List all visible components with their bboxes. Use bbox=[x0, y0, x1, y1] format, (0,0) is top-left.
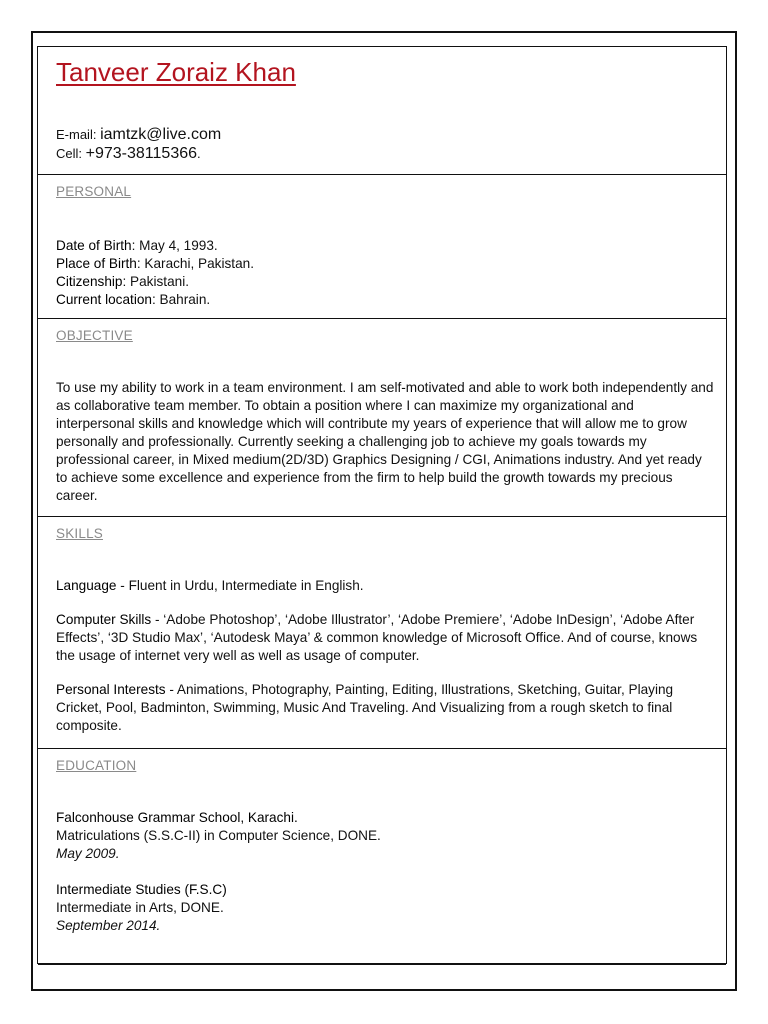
skills-heading: SKILLS bbox=[56, 526, 103, 541]
personal-item: Current location: Bahrain. bbox=[56, 292, 211, 307]
skill-item: Language - Fluent in Urdu, Intermediate in English. bbox=[56, 578, 364, 593]
skill-item: Computer Skills - ‘Adobe Photoshop’, ‘Adobe Illustrator’, ‘Adobe Premiere’, ‘Adobe InDesign’, ‘Adobe After Effects’, ‘3D Studio Max’, ‘Autodesk Maya’ & common knowledge of Microsoft Office. And of course, knows the usage of internet very well as well as usage of computer. bbox=[56, 612, 698, 663]
resume-page-border bbox=[31, 31, 737, 991]
cell-value: +973-38115366 bbox=[85, 145, 198, 162]
candidate-name: Tanveer Zoraiz Khan bbox=[56, 57, 296, 87]
education-list bbox=[56, 809, 716, 935]
personal-item: Citizenship: Pakistani. bbox=[56, 274, 189, 289]
objective-heading: OBJECTIVE bbox=[56, 328, 133, 343]
skill-item: Personal Interests - Animations, Photography, Painting, Editing, Illustrations, Sketching, Guitar, Playing Cricket, Pool, Badminton, Swimming, Music And Traveling. And Visualizing from a rough sketch to final composite. bbox=[56, 682, 674, 733]
personal-details bbox=[56, 237, 716, 309]
education-detail: Intermediate in Arts, DONE. bbox=[56, 900, 224, 915]
personal-item: Date of Birth: May 4, 1993. bbox=[56, 238, 218, 253]
education-heading: EDUCATION bbox=[56, 758, 137, 773]
cell-label: Cell: bbox=[56, 146, 83, 161]
skills-list bbox=[56, 577, 716, 735]
education-date: May 2009. bbox=[56, 846, 120, 861]
email-label: E-mail: bbox=[56, 127, 97, 142]
cell-suffix: . bbox=[197, 146, 201, 161]
education-entry bbox=[56, 881, 716, 935]
personal-section bbox=[38, 175, 726, 319]
skills-section bbox=[38, 517, 726, 749]
personal-item: Place of Birth: Karachi, Pakistan. bbox=[56, 256, 254, 271]
resume-content-frame bbox=[37, 46, 727, 964]
email-line bbox=[56, 125, 221, 144]
education-entry bbox=[56, 809, 716, 863]
school-name: Falconhouse Grammar School, Karachi. bbox=[56, 810, 298, 825]
education-section bbox=[38, 749, 726, 965]
objective-text: To use my ability to work in a team environment. I am self-motivated and able to work both independently and as collaborative team member. To obtain a position where I can maximize my organizational and interpersonal skills and knowledge which will contribute my years of experience that will allow me to grow personally and professionally. Currently seeking a challenging job to achieve my goals towards my professional career, in Mixed medium(2D/3D) Graphics Designing / CGI, Animations industry. And yet ready to achieve some excellence and experience from the firm to help build the growth towards my precious career. bbox=[56, 380, 714, 503]
education-date: September 2014. bbox=[56, 918, 161, 933]
header-section bbox=[38, 47, 726, 175]
education-detail: Matriculations (S.S.C-II) in Computer Science, DONE. bbox=[56, 828, 381, 843]
school-name: Intermediate Studies (F.S.C) bbox=[56, 882, 227, 897]
contact-block bbox=[56, 125, 221, 163]
cell-line bbox=[56, 144, 221, 163]
personal-heading: PERSONAL bbox=[56, 184, 132, 199]
email-value: iamtzk@live.com bbox=[100, 126, 222, 143]
objective-section bbox=[38, 319, 726, 517]
